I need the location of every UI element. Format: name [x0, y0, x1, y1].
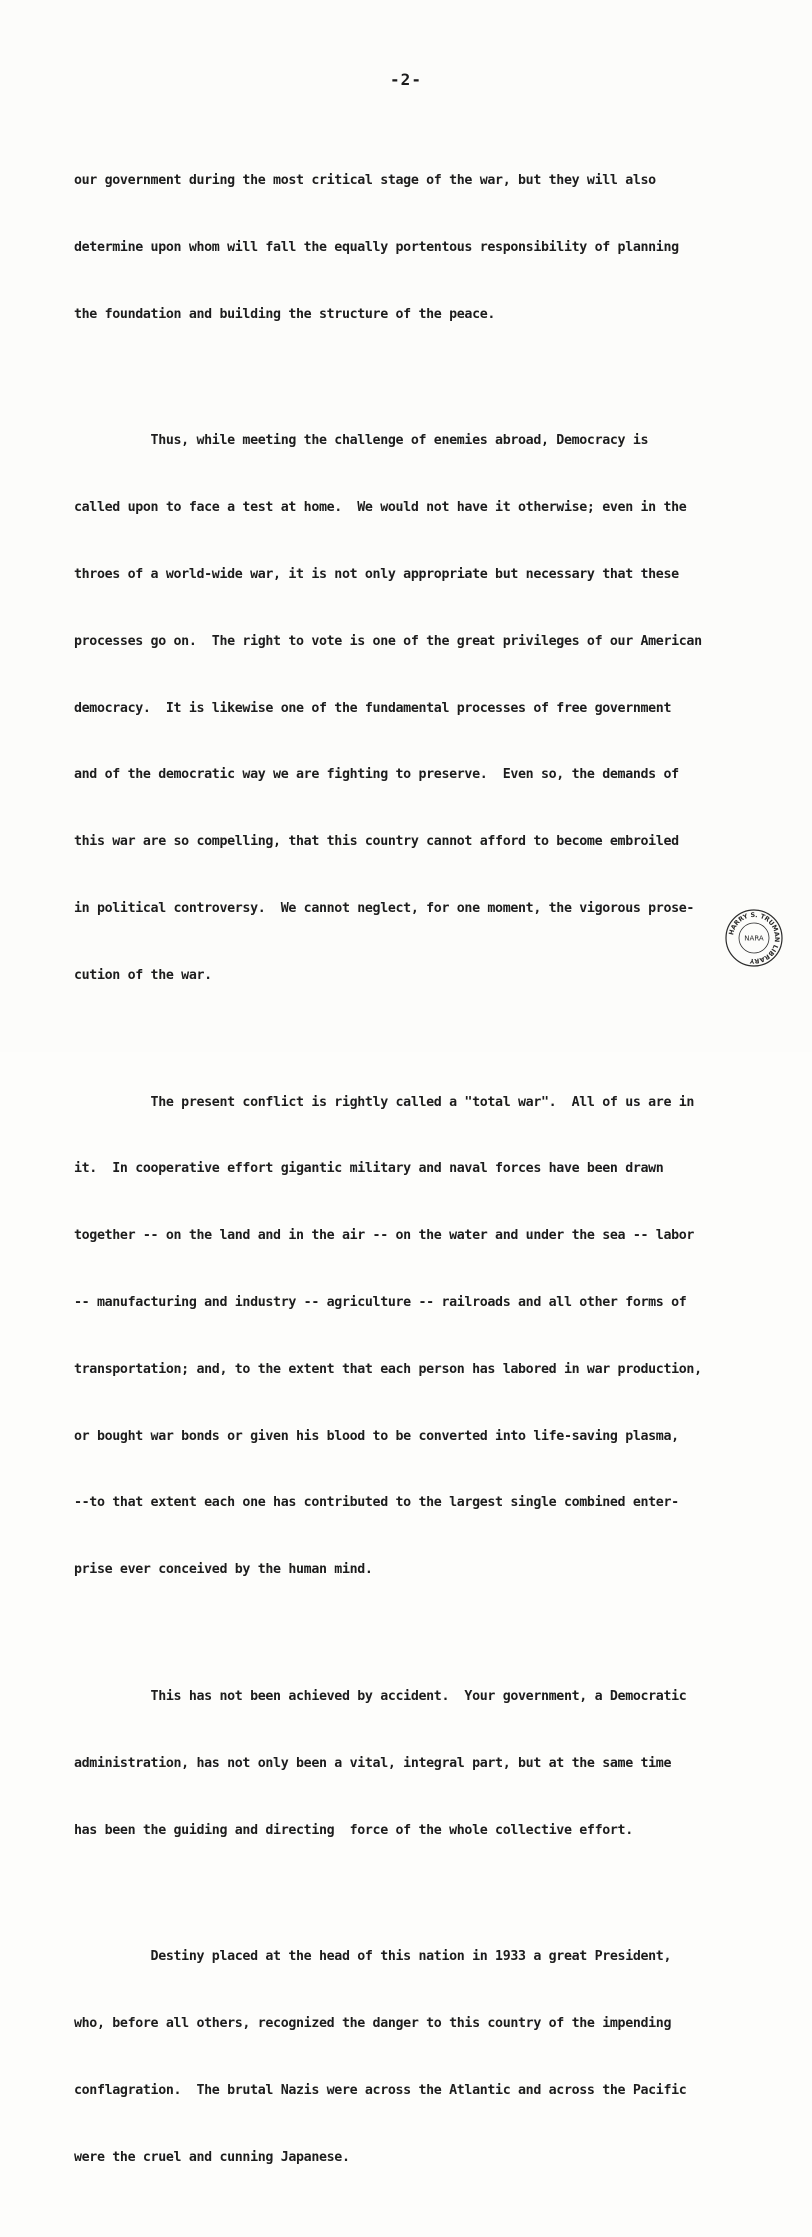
text-line: it. In cooperative effort gigantic military and naval forces have been drawn	[74, 1161, 664, 1177]
paragraph	[74, 393, 774, 1024]
text-line: conflagration. The brutal Nazis were across the Atlantic and across the Pacific	[74, 2082, 687, 2098]
text-line: were the cruel and cunning Japanese.	[74, 2149, 350, 2165]
text-line: The present conflict is rightly called a "total war". All of us are in	[74, 1094, 695, 1110]
text-line: prise ever conceived by the human mind.	[74, 1562, 373, 1578]
body-text	[74, 103, 774, 2237]
paragraph	[74, 1909, 774, 2206]
text-line: Thus, while meeting the challenge of enemies abroad, Democracy is	[74, 433, 649, 449]
text-line: -- manufacturing and industry -- agriculture -- railroads and all other forms of	[74, 1294, 687, 1310]
text-line: or bought war bonds or given his blood to be converted into life-saving plasma,	[74, 1428, 679, 1444]
page-number: -2-	[390, 70, 422, 89]
text-line: This has not been achieved by accident. Your government, a Democratic	[74, 1688, 687, 1704]
text-line: has been the guiding and directing force of the whole collective effort.	[74, 1822, 633, 1838]
text-line: administration, has not only been a vital, integral part, but at the same time	[74, 1755, 672, 1771]
paragraph	[74, 133, 774, 363]
text-line: our government during the most critical stage of the war, but they will also	[74, 173, 656, 188]
text-line: the foundation and building the structure of the peace.	[74, 306, 496, 322]
stamp-ring-text: HARRY S. TRUMAN LIBRARY	[727, 910, 782, 966]
paragraph	[74, 1649, 774, 1879]
text-line: cution of the war.	[74, 967, 212, 983]
library-stamp-icon	[724, 908, 784, 968]
text-line: transportation; and, to the extent that each person has labored in war production,	[74, 1361, 702, 1377]
text-line: processes go on. The right to vote is one of the great privileges of our American	[74, 633, 702, 649]
text-line: determine upon whom will fall the equally portentous responsibility of planning	[74, 239, 679, 255]
text-line: called upon to face a test at home. We would not have it otherwise; even in the	[74, 500, 687, 516]
text-line: Destiny placed at the head of this nation in 1933 a great President,	[74, 1949, 672, 1965]
text-line: together -- on the land and in the air -- on the water and under the sea -- labor	[74, 1228, 695, 1244]
text-line: this war are so compelling, that this country cannot afford to become embroiled	[74, 834, 679, 850]
text-line: throes of a world-wide war, it is not only appropriate but necessary that these	[74, 566, 679, 582]
text-line: --to that extent each one has contributed to the largest single combined enter-	[74, 1495, 679, 1511]
text-line: democracy. It is likewise one of the fundamental processes of free government	[74, 700, 672, 716]
text-line: in political controversy. We cannot neglect, for one moment, the vigorous prose-	[74, 900, 695, 916]
paragraph	[74, 1055, 774, 1619]
text-line: who, before all others, recognized the danger to this country of the impending	[74, 2016, 672, 2032]
stamp-center-text: NARA	[744, 934, 764, 943]
text-line: and of the democratic way we are fighting to preserve. Even so, the demands of	[74, 767, 679, 783]
